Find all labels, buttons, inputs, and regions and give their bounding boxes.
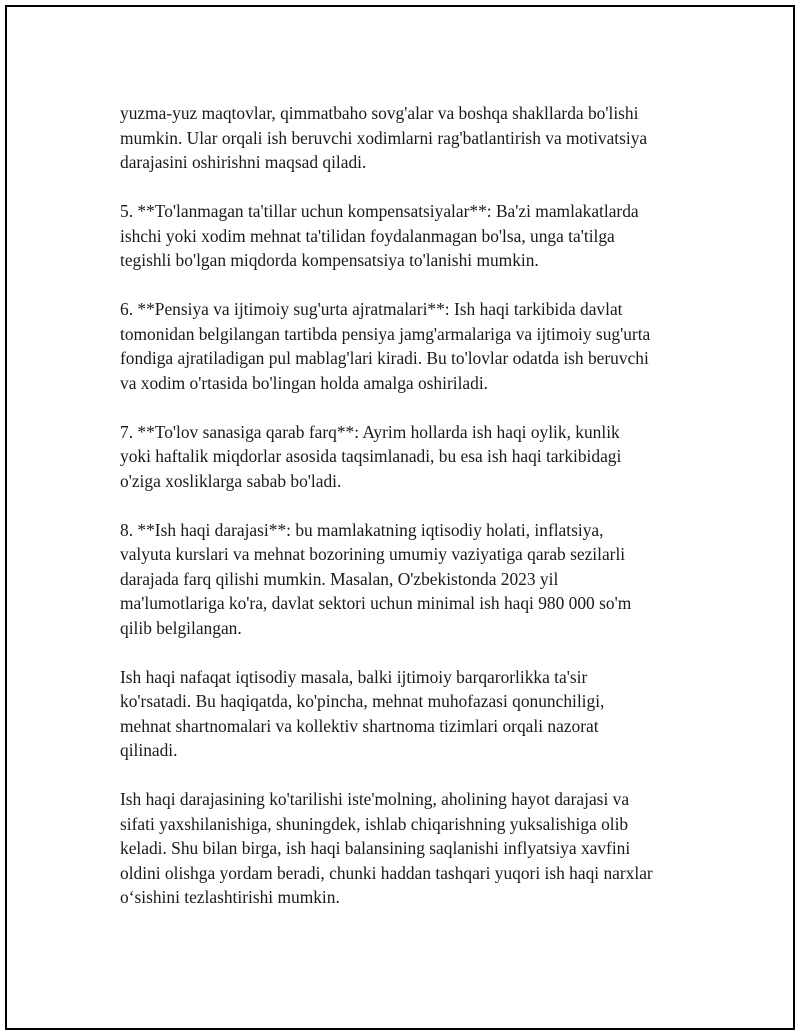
paragraph-wage-growth [120,787,700,910]
text-line: mumkin. Ular orqali ish beruvchi xodimlarni rag'batlantirish va motivatsiya [120,127,648,148]
text-line: 5. **To'lanmagan ta'tillar uchun kompensatsiyalar**: Ba'zi mamlakatlarda [120,201,639,221]
text-line: tegishli bo'lgan miqdorda kompensatsiya to'lanishi mumkin. [120,250,539,270]
text-line: darajasini oshirishni maqsad qiladi. [120,152,367,172]
text-line: ko'rsatadi. Bu haqiqatda, ko'pincha, mehnat muhofazasi qonunchiligi, [120,691,605,711]
paragraph-item-8 [120,518,700,641]
text-line: ishchi yoki xodim mehnat ta'tilidan foydalanmagan bo'lsa, unga ta'tilga [120,225,615,246]
paragraph-social-stability [120,665,700,763]
text-line: va xodim o'rtasida bo'lingan holda amalga oshiriladi. [120,372,489,393]
text-line: oldini olishga yordam beradi, chunki haddan tashqari yuqori ish haqi narxlar [120,862,653,883]
text-line: o'ziga xosliklarga sabab bo'ladi. [120,470,342,491]
text-line: 8. **Ish haqi darajasi**: bu mamlakatning iqtisodiy holati, inflatsiya, [120,519,604,540]
paragraph-intro-continuation [120,101,700,175]
text-line: qilinadi. [120,740,178,760]
text-line: darajada farq qilishi mumkin. Masalan, O'zbekistonda 2023 yil [120,568,559,589]
text-line: Ish haqi darajasining ko'tarilishi iste'molning, aholining hayot darajasi va [120,789,630,809]
text-line: mehnat shartnomalari va kollektiv shartnoma tizimlari orqali nazorat [120,715,599,736]
text-line: Ish haqi nafaqat iqtisodiy masala, balki ijtimoiy barqarorlikka ta'sir [120,666,588,687]
paragraph-item-6 [120,297,700,395]
paragraph-item-5 [120,199,700,273]
text-line: fondiga ajratiladigan pul mablag'lari kiradi. Bu to'lovlar odatda ish beruvchi [120,348,649,368]
text-line: 7. **To'lov sanasiga qarab farq**: Ayrim hollarda ish haqi oylik, kunlik [120,421,620,442]
text-line: yoki haftalik miqdorlar asosida taqsimlanadi, bu esa ish haqi tarkibidagi [120,446,622,466]
text-line: o‘sishini tezlashtirishi mumkin. [120,887,340,907]
text-line: keladi. Shu bilan birga, ish haqi balansining saqlanishi inflyatsiya xavfini [120,838,631,858]
text-line: tomonidan belgilangan tartibda pensiya jamg'armalariga va ijtimoiy sug'urta [120,323,651,344]
text-line: ma'lumotlariga ko'ra, davlat sektori uchun minimal ish haqi 980 000 so'm [120,593,632,613]
text-line: qilib belgilangan. [120,617,242,638]
paragraph-item-7 [120,420,700,494]
text-line: valyuta kurslari va mehnat bozorining umumiy vaziyatiga qarab sezilarli [120,544,626,564]
text-line: sifati yaxshilanishiga, shuningdek, ishlab chiqarishning yuksalishiga olib [120,813,629,834]
document-page [5,5,795,1030]
document-body [120,101,700,934]
text-line: 6. **Pensiya va ijtimoiy sug'urta ajratmalari**: Ish haqi tarkibida davlat [120,299,623,319]
text-line: yuzma-yuz maqtovlar, qimmatbaho sovg'alar va boshqa shakllarda bo'lishi [120,103,639,123]
